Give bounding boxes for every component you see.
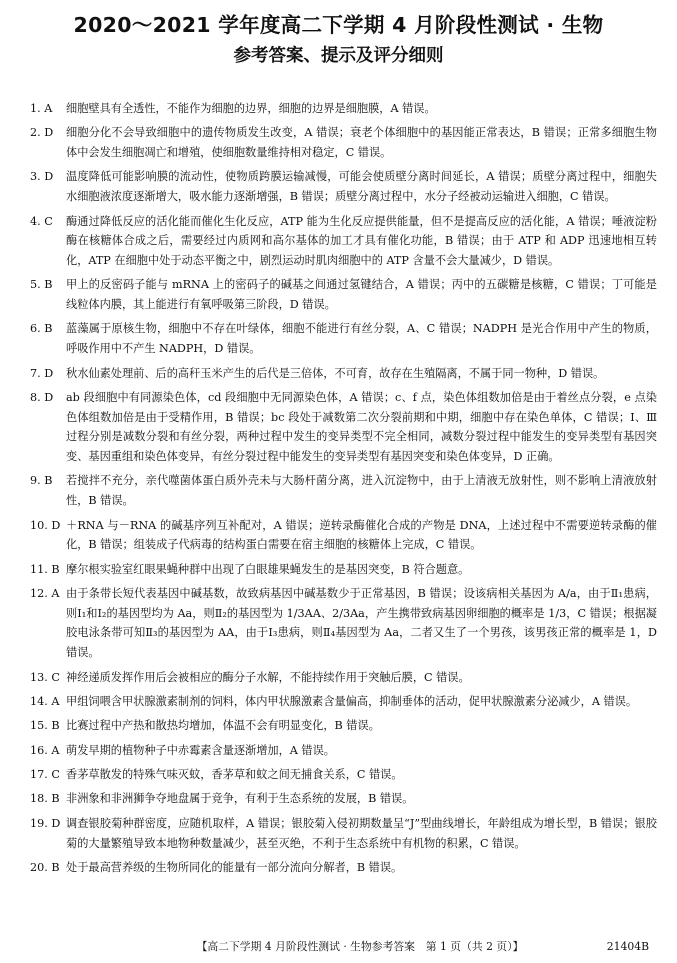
answer-number: 4. C xyxy=(30,214,53,228)
answer-number: 13. C xyxy=(30,670,60,684)
page-subtitle: 参考答案、提示及评分细则 xyxy=(233,46,444,66)
answer-explanation: 甲上的反密码子能与 mRNA 上的密码子的碱基之间通过氢键结合，A 错误；丙中的五碳糖是核糖，C 错误；丁可能是线粒体内膜，其上能进行有氧呼吸第三阶段，D 错误。 xyxy=(66,278,657,312)
answer-item xyxy=(30,167,657,206)
answer-explanation: 摩尔根实验室红眼果蝇种群中出现了白眼雄果蝇发生的是基因突变，B 符合题意。 xyxy=(66,562,470,576)
answer-number: 18. B xyxy=(30,792,60,806)
answer-item xyxy=(30,814,657,853)
answer-explanation: 神经递质发挥作用后会被相应的酶分子水解，不能持续作用于突触后膜，C 错误。 xyxy=(66,670,470,684)
answer-explanation: 若搅拌不充分，亲代噬菌体蛋白质外壳未与大肠杆菌分离，进入沉淀物中，由于上清液无放射性，则不影响上清液放射性，B 错误。 xyxy=(66,474,657,508)
answer-explanation: 调查银胶菊种群密度，应随机取样，A 错误；银胶菊入侵初期数量呈“J”型曲线增长，年龄组成为增长型，B 错误；银胶菊的大量繁殖导致本地物种数量减少，甚至灭绝，不利于生态系统中有机物的积累，C 错误。 xyxy=(66,816,657,850)
answer-item xyxy=(30,123,657,162)
answer-number: 11. B xyxy=(30,562,60,576)
answer-explanation: 温度降低可能影响膜的流动性，使物质跨膜运输减慢，可能会使质壁分离时间延长，A 错误；质壁分离过程中，细胞失水细胞液浓度逐渐增大，吸水能力逐渐增强，B 错误；质壁分离过程中，水分子经被动运输进入细胞，C 错误。 xyxy=(66,170,657,204)
answer-item xyxy=(30,789,657,809)
answer-explanation: 比赛过程中产热和散热均增加，体温不会有明显变化，B 错误。 xyxy=(66,719,380,733)
answer-explanation: 蓝藻属于原核生物，细胞中不存在叶绿体，细胞不能进行有丝分裂，A、C 错误；NADPH 是光合作用中产生的物质，呼吸作用中不产生 NADPH，D 错误。 xyxy=(66,322,657,356)
answer-item xyxy=(30,716,657,736)
answer-explanation: 甲组饲喂含甲状腺激素制剂的饲料，体内甲状腺激素含量偏高，抑制垂体的活动，促甲状腺激素分泌减少，A 错误。 xyxy=(66,694,638,708)
answer-number: 20. B xyxy=(30,860,60,874)
answer-explanation: 细胞壁具有全透性，不能作为细胞的边界，细胞的边界是细胞膜，A 错误。 xyxy=(66,102,436,115)
answer-item xyxy=(30,275,657,314)
answer-number: 3. D xyxy=(30,170,54,184)
answer-item xyxy=(30,741,657,761)
answer-item xyxy=(30,364,657,384)
answer-number: 7. D xyxy=(30,366,54,380)
page-title: 2020～2021 学年度高二下学期 4 月阶段性测试 · 生物 xyxy=(73,13,604,37)
footer-paper-code: 21404B xyxy=(606,940,649,953)
answer-explanation: 香茅草散发的特殊气味灭蚊，香茅草和蚊之间无捕食关系，C 错误。 xyxy=(66,768,403,782)
page-footer xyxy=(0,938,677,956)
answer-list xyxy=(30,99,657,882)
footer-page-info: 【高二下学期 4 月阶段性测试 · 生物参考答案 第 1 页（共 2 页）】 xyxy=(196,940,524,953)
answer-item xyxy=(30,765,657,785)
answer-number: 9. B xyxy=(30,474,53,488)
answer-explanation: 萌发早期的植物种子中赤霉素含量逐渐增加，A 错误。 xyxy=(66,743,335,757)
answer-explanation: 秋水仙素处理前、后的高秆玉米产生的后代是三倍体，不可育，故存在生殖隔离，不属于同一物种，D 错误。 xyxy=(66,366,605,380)
answer-number: 8. D xyxy=(30,390,54,404)
answer-explanation: ＋RNA 与－RNA 的碱基序列互补配对，A 错误；逆转录酶催化合成的产物是 DNA，上述过程中不需要逆转录酶的催化，B 错误；组装成子代病毒的结构蛋白需要在宿主细胞的核糖体上完成，C 错误。 xyxy=(66,518,657,552)
answer-item xyxy=(30,668,657,688)
answer-explanation: 细胞分化不会导致细胞中的遗传物质发生改变，A 错误；衰老个体细胞中的基因能正常表达，B 错误；正常多细胞生物体中会发生细胞凋亡和增殖，使细胞数量维持相对稳定，C 错误。 xyxy=(66,126,657,160)
answer-explanation: 处于最高营养级的生物所同化的能量有一部分流向分解者，B 错误。 xyxy=(66,860,403,874)
answer-number: 12. A xyxy=(30,587,60,601)
answer-item xyxy=(30,388,657,467)
answer-item xyxy=(30,212,657,271)
answer-item xyxy=(30,858,657,878)
answer-item xyxy=(30,584,657,663)
answer-item xyxy=(30,560,657,580)
answer-item xyxy=(30,692,657,712)
answer-number: 5. B xyxy=(30,278,53,292)
answer-number: 16. A xyxy=(30,743,60,757)
answer-explanation: 由于条带长短代表基因中碱基数，故致病基因中碱基数少于正常基因，B 错误；设该病相关基因为 A/a，由于Ⅱ₁患病，则Ⅰ₁和Ⅰ₂的基因型均为 Aa，则Ⅱ₂的基因型为 1/3AA、2/3Aa，产生携带致病基因卵细胞的概率是 1/3，C 错误；根据凝胶电泳条带可知Ⅱ₃的基因型为 AA，由于Ⅰ₃患病，则Ⅱ₄基因型为 Aa，二者又生了一个男孩，该男孩正常的概率是 1，D 错误。 xyxy=(66,587,657,660)
answer-number: 10. D xyxy=(30,518,61,532)
answer-item xyxy=(30,471,657,510)
answer-item xyxy=(30,319,657,358)
answer-number: 6. B xyxy=(30,322,53,336)
answer-explanation: 酶通过降低反应的活化能而催化生化反应，ATP 能为生化反应提供能量，但不是提高反应的活化能，A 错误；唾液淀粉酶在核糖体合成之后，需要经过内质网和高尔基体的加工才具有催化功能，B 错误；由于 ATP 和 ADP 迅速地相互转化，ATP 在细胞中处于动态平衡之中，剧烈运动时肌肉细胞中的 ATP 含量不会大量减少，D 错误。 xyxy=(66,214,657,267)
answer-number: 1. A xyxy=(30,102,53,115)
answer-number: 17. C xyxy=(30,768,60,782)
answer-item xyxy=(30,516,657,555)
answer-explanation: ab 段细胞中有同源染色体，cd 段细胞中无同源染色体，A 错误；c、f 点，染色体组数加倍是由于着丝点分裂，e 点染色体组数加倍是由于受精作用，B 错误；bc 段处于减数第二次分裂前期和中期，细胞中存在染色单体，C 错误；Ⅰ、Ⅲ过程分别是减数分裂和有丝分裂，两种过程中发生的变异类型不完全相同，减数分裂过程中能发生的变异类型有基因突变、基因重组和染色体变异，有丝分裂过程中能发生的变异类型有基因突变和染色体变异，D 正确。 xyxy=(66,390,657,464)
answer-number: 14. A xyxy=(30,694,60,708)
answer-item xyxy=(30,99,657,119)
answer-explanation: 非洲象和非洲狮争夺地盘属于竞争，有利于生态系统的发展，B 错误。 xyxy=(66,792,414,806)
answer-number: 2. D xyxy=(30,126,54,140)
answer-number: 15. B xyxy=(30,719,60,733)
answer-number: 19. D xyxy=(30,816,61,830)
